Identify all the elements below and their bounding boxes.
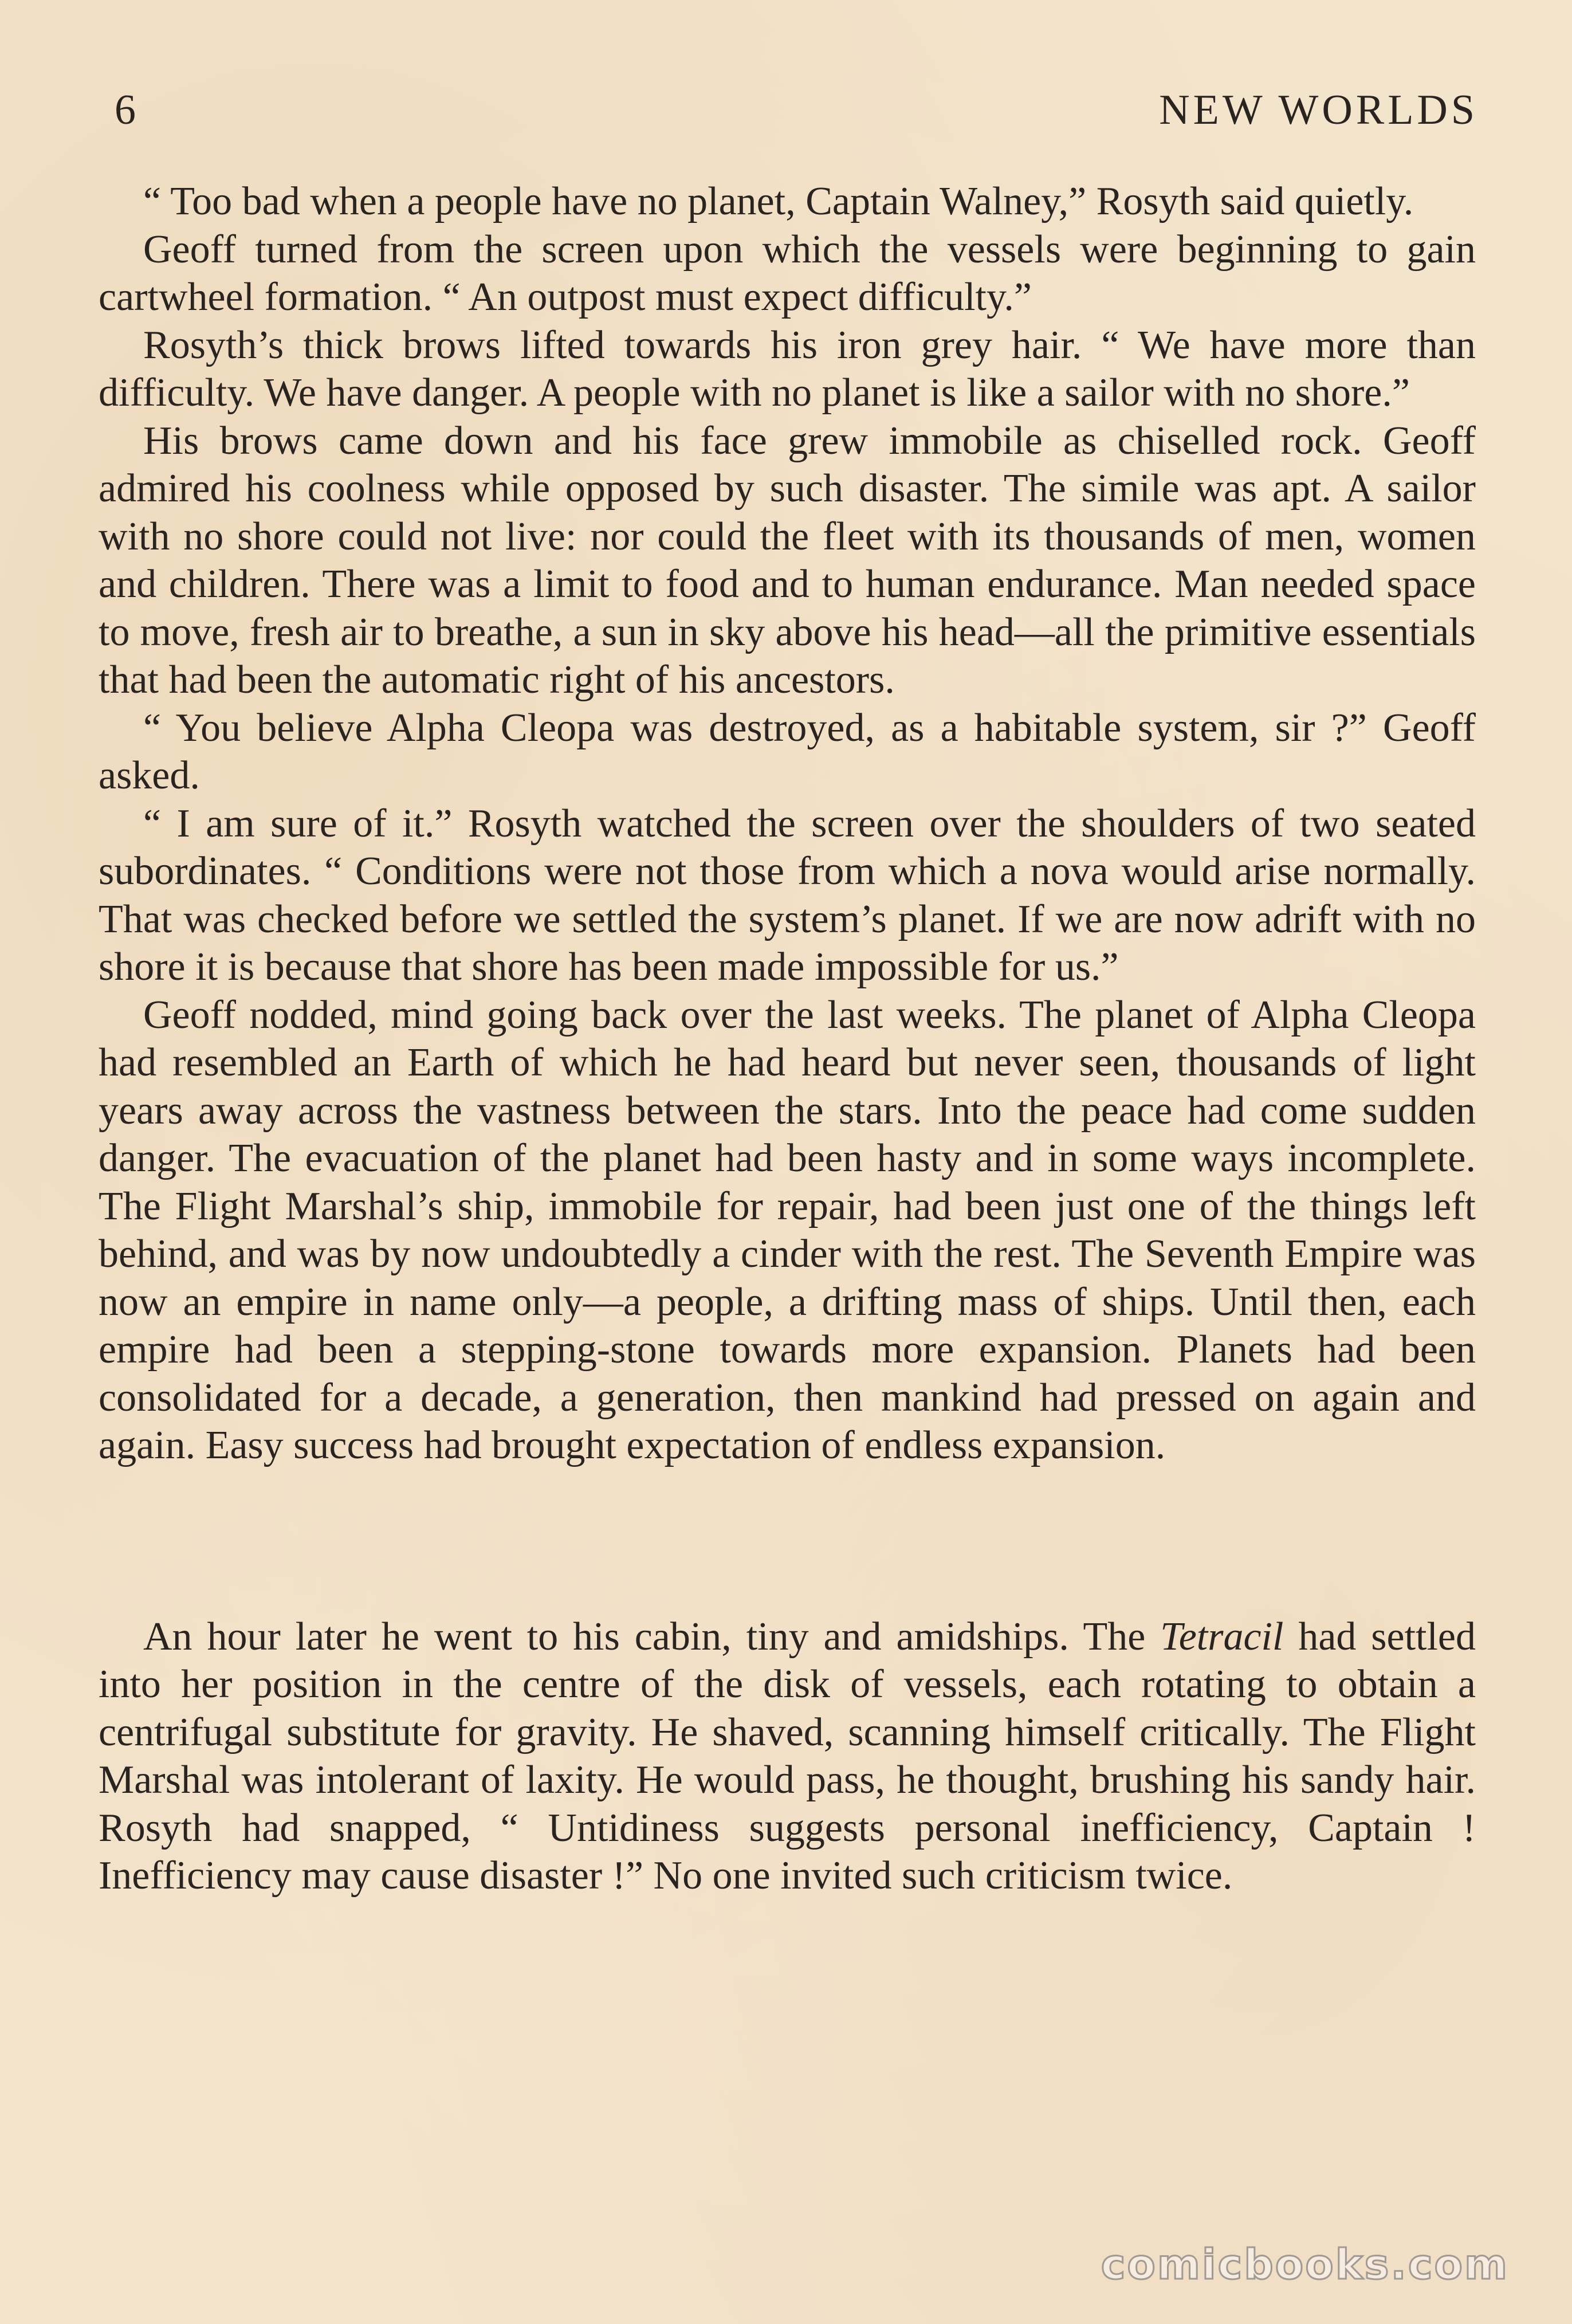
page-number: 6 (115, 87, 138, 134)
paragraph: “ Too bad when a people have no planet, Captain Walney,” Rosyth said quietly. (143, 179, 1414, 223)
watermark-logo: comicbooks.com (1101, 2240, 1509, 2288)
paragraph: Geoff turned from the screen upon which the vessels were beginning to gain cartwheel formation. “ An outpost must expect difficulty.” (99, 227, 1476, 319)
paragraph: Geoff nodded, mind going back over the last weeks. The planet of Alpha Cleopa had resembled an Earth of which he had heard but never seen, thousands of light years away across the vastness between the stars. Into the peace had come sudden danger. The evacuation of the planet had been hasty and in some ways incomplete. The Flight Marshal’s ship, immobile for repair, had been just one of the things left behind, and was by now undoubtedly a cinder with the rest. The Seventh Empire was now an empire in name only—a people, a drifting mass of ships. Until then, each empire had been a stepping-stone towards more expansion. Planets had been consolidated for a decade, a generation, then mankind had pressed on again and again. Easy success had brought expectation of endless expansion. (99, 992, 1476, 1467)
section-break (99, 1470, 1476, 1613)
ship-name: Tetracil (1160, 1614, 1284, 1659)
body-text (99, 178, 1476, 1900)
paragraph (99, 1613, 1476, 1900)
running-title: NEW WORLDS (1159, 87, 1478, 134)
running-head (115, 86, 1478, 149)
paragraph: “ You believe Alpha Cleopa was destroyed, as a habitable system, sir ?” Geoff asked. (99, 705, 1476, 798)
paragraph: His brows came down and his face grew immobile as chiselled rock. Geoff admired his coolness while opposed by such disaster. The simile was apt. A sailor with no shore could not live: nor could the fleet with its thousands of men, women and children. There was a limit to food and to human endurance. Man needed space to move, fresh air to breathe, a sun in sky above his head—all the primitive essentials that had been the automatic right of his ancestors. (99, 418, 1476, 702)
paragraph: “ I am sure of it.” Rosyth watched the screen over the shoulders of two seated subordinates. “ Conditions were not those from which a nova would arise normally. That was checked before we settled the system’s planet. If we are now adrift with no shore it is because that shore has been made impossible for us.” (99, 801, 1476, 989)
paragraph: Rosyth’s thick brows lifted towards his iron grey hair. “ We have more than difficulty. We have danger. A people with no planet is like a sailor with no shore.” (99, 323, 1476, 415)
section-text: An hour later he went to his cabin, tiny and amidships. The (143, 1614, 1161, 1659)
section-text: had settled into her position in the centre of the disk of vessels, each rotating to obtain a centrifugal substitute for gravity. He shaved, scanning himself critically. The Flight Marshal was intolerant of laxity. He would pass, he thought, brushing his sandy hair. Rosyth had snapped, “ Untidiness suggests personal inefficiency, Captain ! Inefficiency may cause disaster !” No one invited such criticism twice. (99, 1614, 1476, 1898)
